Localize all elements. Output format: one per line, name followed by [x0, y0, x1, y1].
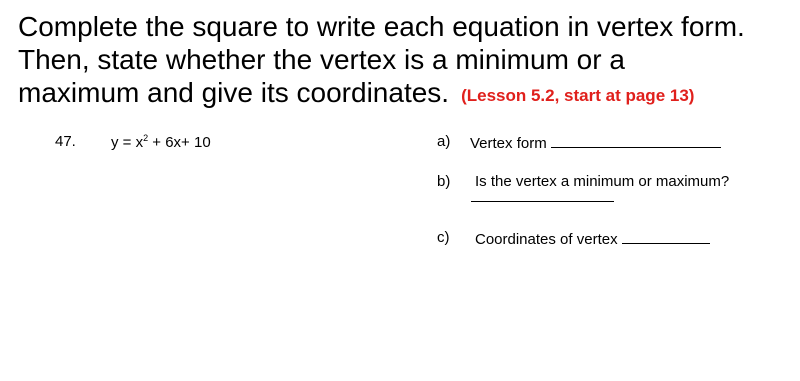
part-c	[437, 229, 767, 249]
min-max-answer-blank[interactable]	[471, 187, 614, 202]
instructions-heading	[18, 10, 793, 112]
vertex-form-answer-blank[interactable]	[551, 133, 721, 148]
part-c-prompt: Coordinates of vertex	[475, 231, 618, 248]
equation-suffix: + 6x+ 10	[148, 134, 211, 151]
instructions-line-1: Complete the square to write each equation in vertex form.	[18, 11, 745, 42]
part-a-prompt-row	[470, 133, 721, 152]
part-c-prompt-row	[475, 229, 710, 248]
instructions-line-2: Then, state whether the vertex is a minimum or a	[18, 44, 625, 75]
part-c-letter: c)	[437, 229, 450, 246]
lesson-reference-note: (Lesson 5.2, start at page 13)	[461, 86, 695, 105]
part-b-prompt: Is the vertex a minimum or maximum?	[475, 173, 730, 190]
equation-exponent: 2	[143, 133, 149, 143]
part-a	[437, 133, 767, 153]
part-a-prompt: Vertex form	[470, 135, 547, 152]
problem-equation	[111, 133, 211, 151]
part-a-letter: a)	[437, 133, 451, 150]
instructions-line-3: maximum and give its coordinates.	[18, 77, 450, 108]
part-b	[437, 173, 767, 213]
problem-number: 47.	[55, 133, 76, 150]
coordinates-answer-blank[interactable]	[622, 229, 710, 244]
equation-prefix: y = x	[111, 134, 144, 151]
part-b-letter: b)	[437, 173, 451, 190]
